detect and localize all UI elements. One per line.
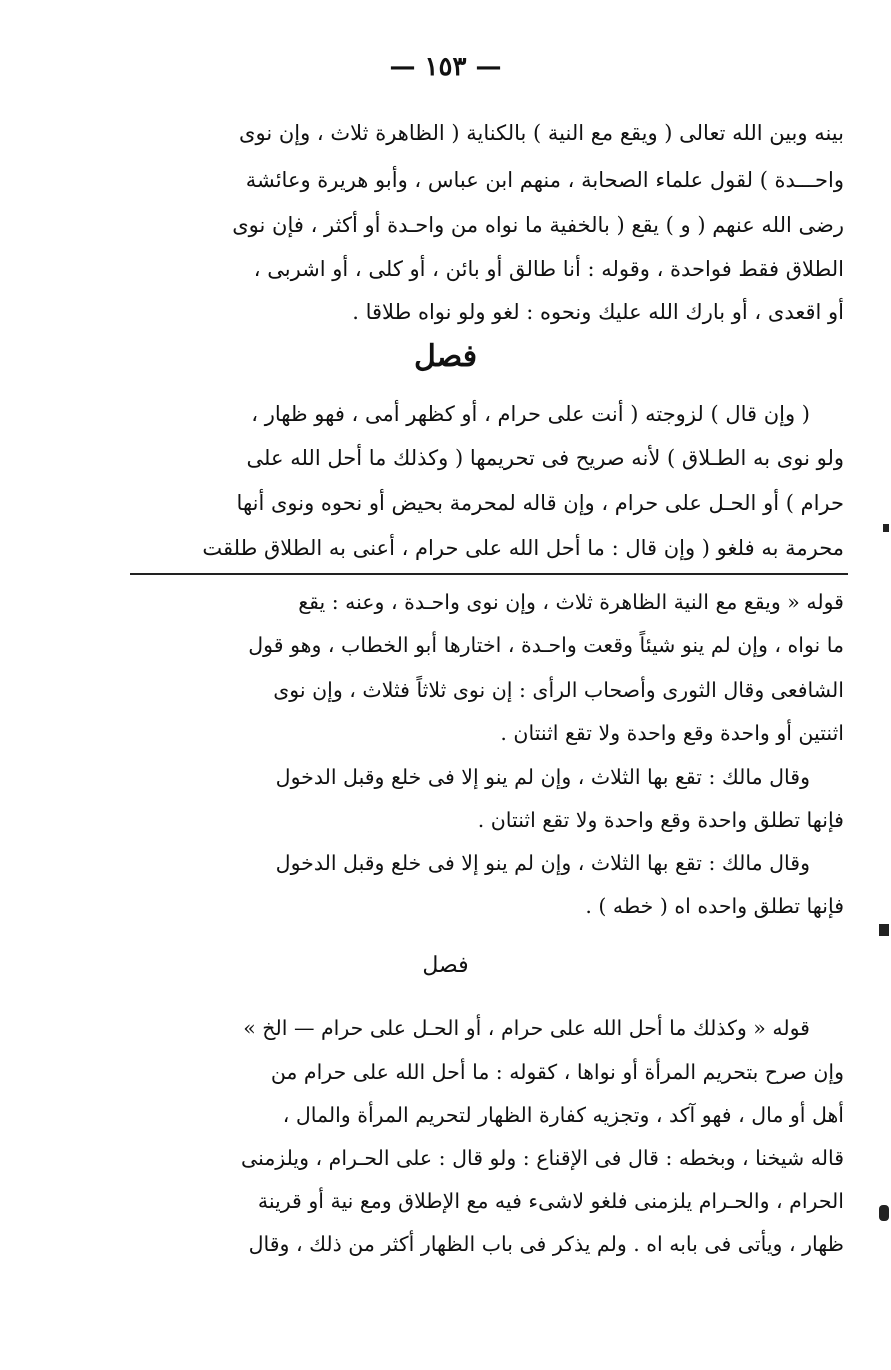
commentary-line: الشافعى وقال الثورى وأصحاب الرأى : إن نوى ثلاثاً فثلاث ، وإن نوى <box>273 678 844 702</box>
text-line: بينه وبين الله تعالى ( ويقع مع النية ) بالكناية ( الظاهرة ثلاث ، وإن نوى <box>239 121 844 145</box>
text-line: محرمة به فلغو ( وإن قال : ما أحل الله على حرام ، أعنى به الطلاق طلقت <box>202 536 844 560</box>
commentary-line: ما نواه ، وإن لم ينو شيئاً وقعت واحـدة ، اختارها أبو الخطاب ، وهو قول <box>248 633 844 657</box>
text-line: ولو نوى به الطـلاق ) لأنه صريح فى تحريمها ( وكذلك ما أحل الله على <box>246 446 844 470</box>
text-line: الطلاق فقط فواحدة ، وقوله : أنا طالق أو بائن ، أو كلى ، أو اشربى ، <box>253 257 844 281</box>
commentary-line: قاله شيخنا ، وبخطه : قال فى الإقناع : ولو قال : على الحـرام ، ويلزمنى <box>241 1146 844 1170</box>
binding-mark <box>879 1205 889 1221</box>
commentary-heading: فصل <box>422 953 469 978</box>
text-line: ( وإن قال ) لزوجته ( أنت على حرام ، أو كظهر أمى ، فهو ظهار ، <box>251 402 810 426</box>
commentary-line: الحرام ، والحـرام يلزمنى فلغو لاشىء فيه مع الإطلاق ومع نية أو قرينة <box>257 1189 844 1213</box>
commentary-line: وإن صرح بتحريم المرأة أو نواها ، كقوله : ما أحل الله على حرام من <box>270 1060 844 1084</box>
footnote-divider <box>130 573 848 575</box>
text-line: واحـــدة ) لقول علماء الصحابة ، منهم ابن عباس ، وأبو هريرة وعائشة <box>245 168 844 192</box>
commentary-line: قوله « ويقع مع النية الظاهرة ثلاث ، وإن نوى واحـدة ، وعنه : يقع <box>298 590 844 614</box>
text-line: حرام ) أو الحـل على حرام ، وإن قاله لمحرمة بحيض أو نحوه ونوى أنها <box>236 491 844 515</box>
commentary-line: فإنها تطلق واحده اه ( خطه ) . <box>585 894 844 918</box>
page-number: — ١٥٣ — <box>389 52 502 82</box>
commentary-line: اثنتين أو واحدة وقع واحدة ولا تقع اثنتان . <box>500 721 844 745</box>
binding-mark <box>883 524 889 532</box>
commentary-line: فإنها تطلق واحدة وقع واحدة ولا تقع اثنتان . <box>477 808 844 832</box>
commentary-line: أهل أو مال ، فهو آكد ، وتجزيه كفارة الظهار لتحريم المرأة والمال ، <box>282 1103 844 1127</box>
text-line: رضى الله عنهم ( و ) يقع ( بالخفية ما نواه من واحـدة أو أكثر ، فإن نوى <box>232 213 844 237</box>
commentary-line: قوله « وكذلك ما أحل الله على حرام ، أو الحـل على حرام — الخ » <box>243 1016 810 1040</box>
text-line: أو اقعدى ، أو بارك الله عليك ونحوه : لغو ولو نواه طلاقا . <box>352 300 844 324</box>
section-heading: فصل <box>413 339 478 374</box>
commentary-line: وقال مالك : تقع بها الثلاث ، وإن لم ينو إلا فى خلع وقبل الدخول <box>275 851 810 875</box>
commentary-line: وقال مالك : تقع بها الثلاث ، وإن لم ينو إلا فى خلع وقبل الدخول <box>275 765 810 789</box>
binding-mark <box>879 924 889 936</box>
commentary-line: ظهار ، ويأتى فى بابه اه . ولم يذكر فى باب الظهار أكثر من ذلك ، وقال <box>248 1232 844 1256</box>
